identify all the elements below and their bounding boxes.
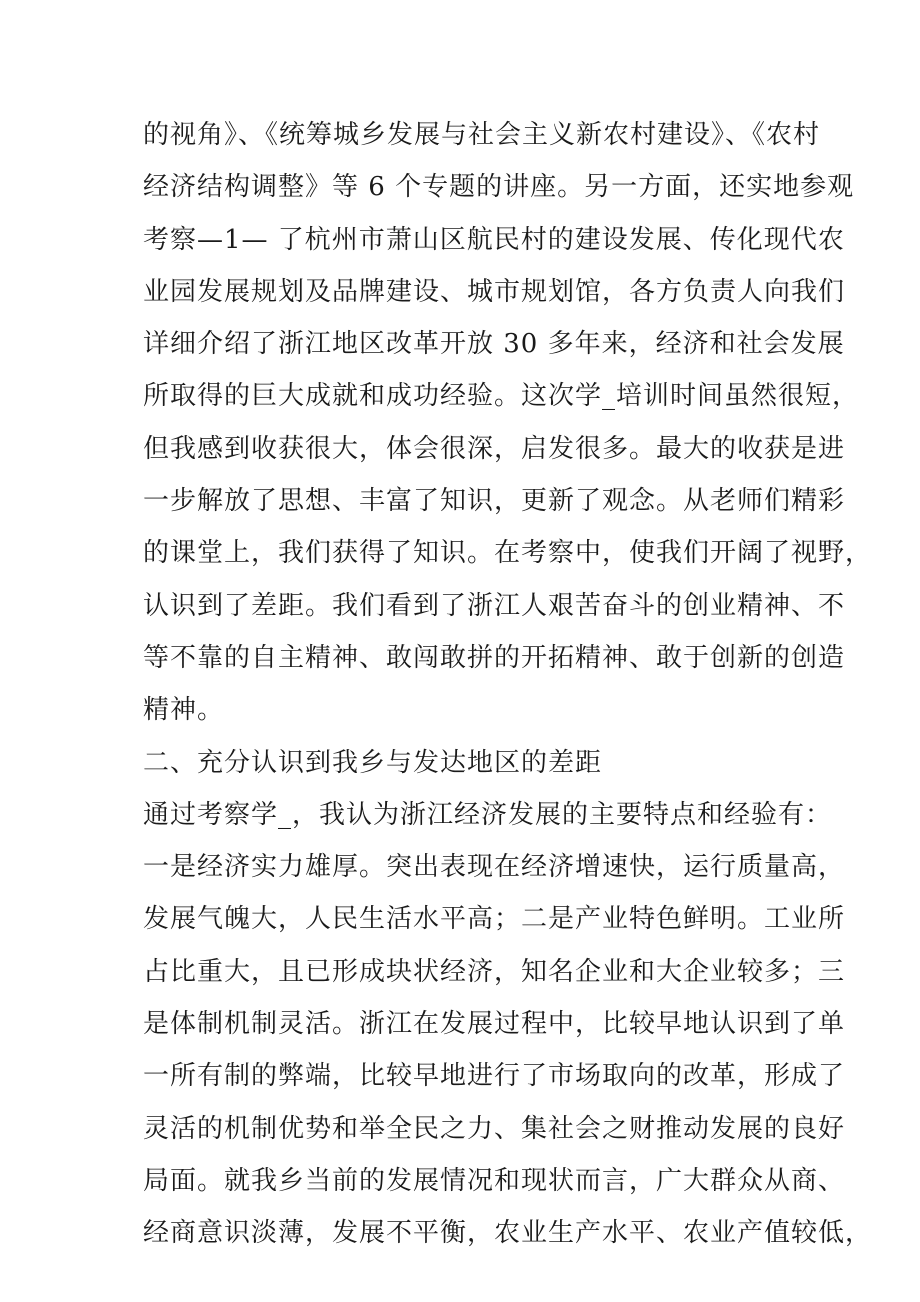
text-line: 但我感到收获很大，体会很深，启发很多。最大的收获是进 — [143, 433, 846, 464]
document-body — [143, 109, 873, 1260]
text-line: 的视角》、《统筹城乡发展与社会主义新农村建设》、《农村 — [143, 120, 821, 150]
text-line: 精神。 — [143, 695, 225, 726]
text-line: 发展气魄大，人民生活水平高；二是产业特色鲜明。工业所 — [143, 904, 846, 935]
section-heading: 二、充分认识到我乡与发达地区的差距 — [143, 747, 603, 778]
text-line: 的课堂上，我们获得了知识。在考察中，使我们开阔了视野， — [143, 538, 873, 569]
text-line: 业园发展规划及品牌建设、城市规划馆，各方负责人向我们 — [143, 276, 846, 307]
text-line: 经商意识淡薄，发展不平衡，农业生产水平、农业产值较低， — [143, 1218, 873, 1249]
text-line: 是体制机制灵活。浙江在发展过程中，比较早地认识到了单 — [143, 1009, 846, 1040]
text-line: 等不靠的自主精神、敢闯敢拼的开拓精神、敢于创新的创造 — [143, 642, 846, 673]
text-line: 考察—1— 了杭州市萧山区航民村的建设发展、传化现代农 — [143, 224, 845, 255]
text-line: 所取得的巨大成就和成功经验。这次学_培训时间虽然很短， — [143, 381, 860, 412]
text-line: 详细介绍了浙江地区改革开放 30 多年来，经济和社会发展 — [143, 329, 845, 360]
text-line: 局面。就我乡当前的发展情况和现状而言，广大群众从商、 — [143, 1165, 846, 1196]
text-line: 占比重大，且已形成块状经济，知名企业和大企业较多；三 — [143, 956, 846, 987]
text-line: 灵活的机制优势和举全民之力、集社会之财推动发展的良好 — [143, 1113, 846, 1144]
text-line: 一所有制的弊端，比较早地进行了市场取向的改革，形成了 — [143, 1061, 846, 1092]
text-line: 一是经济实力雄厚。突出表现在经济增速快，运行质量高， — [143, 852, 846, 883]
text-line: 认识到了差距。我们看到了浙江人艰苦奋斗的创业精神、不 — [143, 590, 846, 621]
text-line: 通过考察学_，我认为浙江经济发展的主要特点和经验有： — [143, 799, 833, 830]
text-line: 一步解放了思想、丰富了知识，更新了观念。从老师们精彩 — [143, 486, 846, 517]
text-line: 经济结构调整》等 6 个专题的讲座。另一方面，还实地参观 — [143, 172, 855, 203]
